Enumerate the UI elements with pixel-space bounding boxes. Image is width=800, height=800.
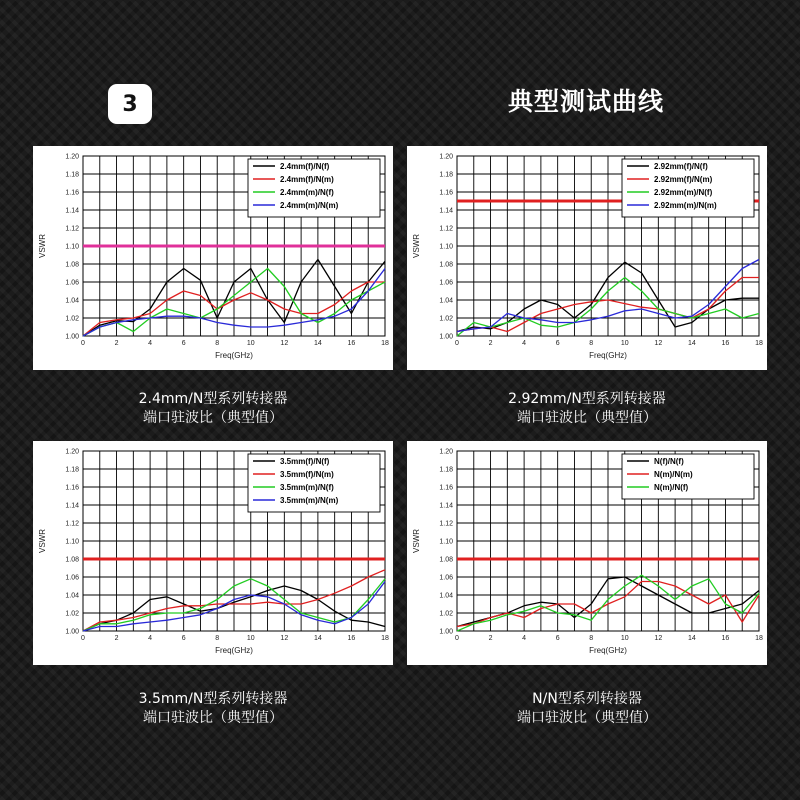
chart-panel-2-4mm: [33, 146, 393, 370]
x-tick-label: 18: [381, 340, 389, 347]
x-tick-label: 6: [555, 635, 560, 642]
vswr-chart-2-4mm: [33, 146, 393, 370]
chart-panel-3-5mm: [33, 441, 393, 665]
y-tick-label: 1.06: [65, 574, 79, 582]
caption-n-n: [407, 690, 767, 728]
x-tick-label: 4: [522, 635, 527, 642]
y-tick-label: 1.06: [65, 279, 79, 287]
x-tick-label: 2: [488, 635, 493, 642]
x-tick-label: 14: [687, 340, 696, 347]
legend-entry: N(m)/N(m): [654, 470, 693, 479]
legend-entry: 3.5mm(f)/N(m): [280, 470, 334, 479]
legend-entry: 2.92mm(m)/N(f): [654, 188, 713, 197]
x-tick-label: 2: [114, 635, 119, 642]
y-tick-label: 1.20: [439, 153, 453, 161]
legend-entry: 2.4mm(m)/N(f): [280, 188, 334, 197]
y-tick-label: 1.16: [439, 189, 453, 197]
y-tick-label: 1.20: [65, 153, 79, 161]
x-tick-label: 0: [81, 340, 85, 347]
x-tick-label: 14: [687, 635, 696, 642]
y-tick-label: 1.00: [439, 333, 453, 341]
x-axis-label: Freq(GHz): [215, 351, 253, 360]
x-tick-label: 0: [455, 635, 459, 642]
caption-title: N/N型系列转接器: [532, 691, 642, 707]
y-tick-label: 1.18: [65, 171, 79, 179]
y-tick-label: 1.10: [65, 538, 79, 546]
x-tick-label: 16: [347, 635, 356, 642]
y-tick-label: 1.06: [439, 279, 453, 287]
y-tick-label: 1.02: [65, 315, 79, 323]
y-tick-label: 1.16: [65, 189, 79, 197]
y-tick-label: 1.12: [65, 520, 79, 528]
caption-subtitle: 端口驻波比（典型值）: [517, 410, 657, 426]
caption-title: 2.4mm/N型系列转接器: [138, 391, 288, 407]
x-tick-label: 8: [215, 340, 220, 347]
vswr-chart-3-5mm: [33, 441, 393, 665]
caption-3-5mm: [33, 690, 393, 728]
x-tick-label: 16: [721, 340, 730, 347]
x-tick-label: 8: [215, 635, 220, 642]
y-tick-label: 1.08: [65, 261, 79, 269]
y-tick-label: 1.14: [65, 207, 79, 215]
x-tick-label: 12: [654, 340, 663, 347]
y-tick-label: 1.00: [65, 628, 79, 636]
x-tick-label: 18: [755, 340, 763, 347]
y-tick-label: 1.02: [65, 610, 79, 618]
y-tick-label: 1.04: [65, 297, 79, 305]
x-tick-label: 8: [589, 340, 594, 347]
caption-subtitle: 端口驻波比（典型值）: [143, 410, 283, 426]
y-tick-label: 1.10: [439, 243, 453, 251]
y-axis-label: VSWR: [38, 529, 47, 553]
x-tick-label: 10: [246, 635, 255, 642]
y-tick-label: 1.12: [439, 520, 453, 528]
page-title: 典型测试曲线: [508, 87, 665, 116]
x-tick-label: 18: [381, 635, 389, 642]
y-tick-label: 1.18: [439, 171, 453, 179]
x-tick-label: 2: [114, 340, 119, 347]
legend-entry: 2.4mm(m)/N(m): [280, 201, 339, 210]
x-axis-label: Freq(GHz): [589, 646, 627, 655]
x-tick-label: 6: [181, 635, 186, 642]
y-tick-label: 1.14: [65, 502, 79, 510]
x-tick-label: 14: [313, 635, 322, 642]
x-tick-label: 10: [620, 340, 629, 347]
y-tick-label: 1.10: [439, 538, 453, 546]
y-tick-label: 1.00: [65, 333, 79, 341]
y-tick-label: 1.00: [439, 628, 453, 636]
x-axis-label: Freq(GHz): [215, 646, 253, 655]
caption-subtitle: 端口驻波比（典型值）: [143, 710, 283, 726]
y-tick-label: 1.10: [65, 243, 79, 251]
legend-entry: N(m)/N(f): [654, 483, 689, 492]
legend-entry: 3.5mm(f)/N(f): [280, 457, 330, 466]
y-axis-label: VSWR: [38, 234, 47, 258]
y-tick-label: 1.12: [65, 225, 79, 233]
caption-2-92mm: [407, 390, 767, 428]
x-axis-label: Freq(GHz): [589, 351, 627, 360]
y-tick-label: 1.16: [65, 484, 79, 492]
y-axis-label: VSWR: [412, 529, 421, 553]
x-tick-label: 0: [81, 635, 85, 642]
y-tick-label: 1.16: [439, 484, 453, 492]
x-tick-label: 6: [181, 340, 186, 347]
y-tick-label: 1.18: [65, 466, 79, 474]
x-tick-label: 4: [522, 340, 527, 347]
y-tick-label: 1.04: [439, 297, 453, 305]
caption-2-4mm: [33, 390, 393, 428]
y-tick-label: 1.02: [439, 610, 453, 618]
x-tick-label: 10: [620, 635, 629, 642]
x-tick-label: 10: [246, 340, 255, 347]
y-tick-label: 1.04: [65, 592, 79, 600]
x-tick-label: 14: [313, 340, 322, 347]
y-tick-label: 1.20: [65, 448, 79, 456]
caption-title: 2.92mm/N型系列转接器: [508, 391, 666, 407]
x-tick-label: 16: [721, 635, 730, 642]
x-tick-label: 4: [148, 340, 153, 347]
legend-entry: 2.4mm(f)/N(m): [280, 175, 334, 184]
x-tick-label: 8: [589, 635, 594, 642]
y-tick-label: 1.12: [439, 225, 453, 233]
y-tick-label: 1.08: [439, 261, 453, 269]
y-tick-label: 1.02: [439, 315, 453, 323]
x-tick-label: 16: [347, 340, 356, 347]
legend-entry: N(f)/N(f): [654, 457, 684, 466]
x-tick-label: 6: [555, 340, 560, 347]
y-axis-label: VSWR: [412, 234, 421, 258]
vswr-chart-n-n: [407, 441, 767, 665]
legend-entry: 3.5mm(m)/N(m): [280, 496, 339, 505]
y-tick-label: 1.14: [439, 207, 453, 215]
legend-entry: 2.92mm(f)/N(f): [654, 162, 708, 171]
x-tick-label: 12: [654, 635, 663, 642]
legend-entry: 3.5mm(m)/N(f): [280, 483, 334, 492]
x-tick-label: 12: [280, 635, 289, 642]
x-tick-label: 2: [488, 340, 493, 347]
x-tick-label: 12: [280, 340, 289, 347]
x-tick-label: 0: [455, 340, 459, 347]
y-tick-label: 1.04: [439, 592, 453, 600]
legend-entry: 2.4mm(f)/N(f): [280, 162, 330, 171]
caption-subtitle: 端口驻波比（典型值）: [517, 710, 657, 726]
section-number-badge: 3: [108, 84, 152, 124]
y-tick-label: 1.06: [439, 574, 453, 582]
y-tick-label: 1.08: [439, 556, 453, 564]
chart-panel-2-92mm: [407, 146, 767, 370]
x-tick-label: 4: [148, 635, 153, 642]
caption-title: 3.5mm/N型系列转接器: [138, 691, 288, 707]
y-tick-label: 1.18: [439, 466, 453, 474]
y-tick-label: 1.20: [439, 448, 453, 456]
y-tick-label: 1.14: [439, 502, 453, 510]
chart-panel-n-n: [407, 441, 767, 665]
legend-entry: 2.92mm(m)/N(m): [654, 201, 717, 210]
x-tick-label: 18: [755, 635, 763, 642]
legend-entry: 2.92mm(f)/N(m): [654, 175, 713, 184]
vswr-chart-2-92mm: [407, 146, 767, 370]
y-tick-label: 1.08: [65, 556, 79, 564]
